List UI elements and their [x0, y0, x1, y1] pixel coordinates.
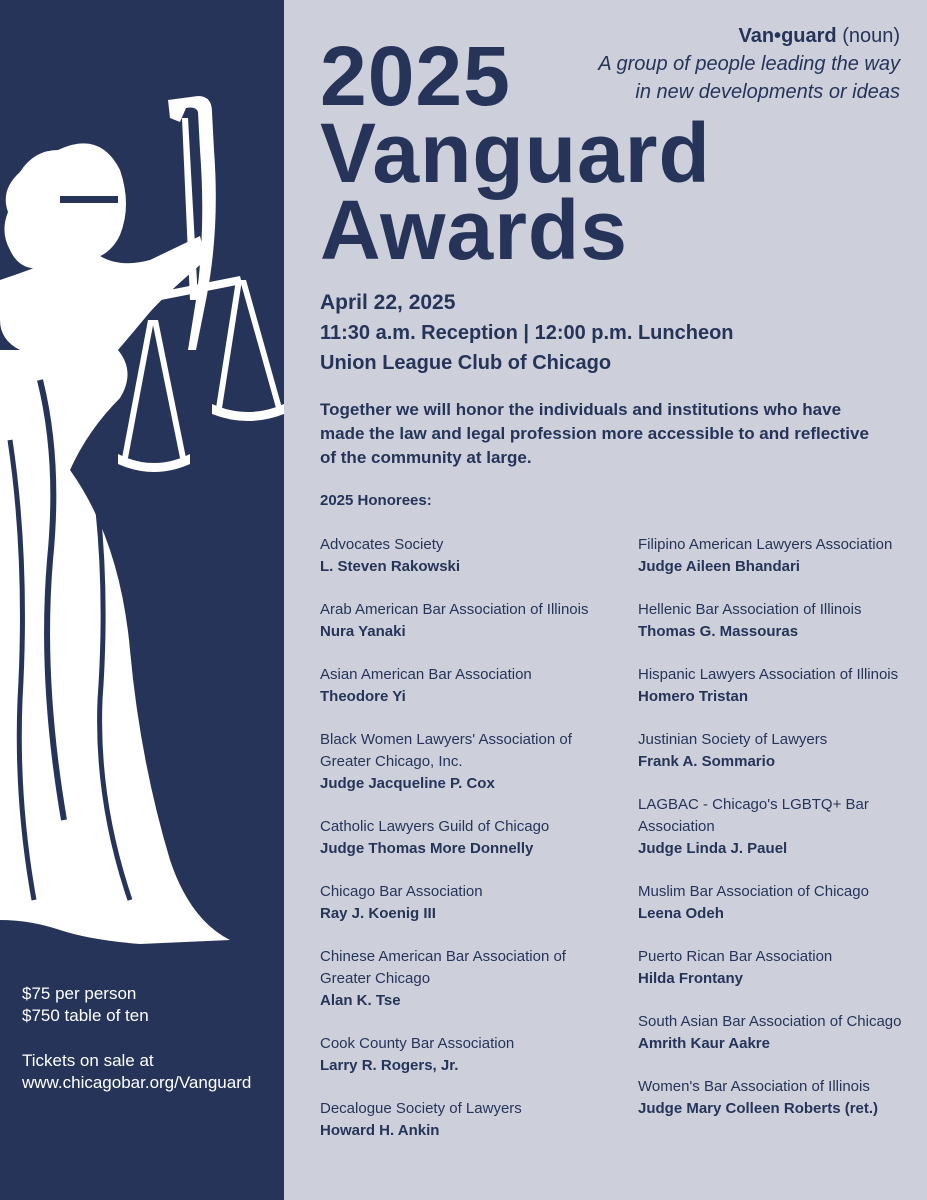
list-item: [320, 664, 620, 708]
honoree-org: Decalogue Society of Lawyers: [320, 1100, 522, 1117]
honoree-name: Larry R. Rogers, Jr.: [320, 1057, 459, 1074]
honoree-name: Homero Tristan: [638, 688, 749, 705]
list-item: [320, 599, 620, 643]
price-per-person: $75 per person: [22, 984, 137, 1003]
honoree-org: Puerto Rican Bar Association: [638, 948, 833, 965]
honoree-name: Alan K. Tse: [320, 992, 401, 1009]
honorees-list-right: [638, 534, 927, 1141]
honoree-name: Judge Mary Colleen Roberts (ret.): [638, 1100, 879, 1117]
list-item: [638, 729, 927, 773]
honoree-name: Amrith Kaur Aakre: [638, 1035, 770, 1052]
honoree-org: Cook County Bar Association: [320, 1035, 515, 1052]
honoree-org: Filipino American Lawyers Association: [638, 536, 893, 553]
honoree-name: Judge Aileen Bhandari: [638, 558, 800, 575]
event-date: April 22, 2025: [320, 291, 456, 314]
title-year: 2025: [320, 29, 511, 123]
honoree-name: L. Steven Rakowski: [320, 558, 461, 575]
definition-meaning-line1: A group of people leading the way: [598, 53, 900, 75]
list-item: [320, 1033, 620, 1077]
honoree-name: Judge Linda J. Pauel: [638, 840, 788, 857]
honoree-org: Muslim Bar Association of Chicago: [638, 883, 869, 900]
honorees-list-left: [320, 534, 620, 1163]
honoree-org: Chicago Bar Association: [320, 883, 483, 900]
honoree-name: Judge Thomas More Donnelly: [320, 840, 534, 857]
ticket-info: [22, 983, 251, 1094]
tickets-sale-label: Tickets on sale at: [22, 1051, 154, 1070]
lady-justice-icon: [0, 0, 284, 960]
list-item: [638, 534, 927, 578]
list-item: [320, 816, 620, 860]
honoree-name: Ray J. Koenig III: [320, 905, 436, 922]
event-venue: Union League Club of Chicago: [320, 352, 612, 374]
honoree-org: Asian American Bar Association: [320, 666, 532, 683]
honoree-org: LAGBAC - Chicago's LGBTQ+ Bar Association: [638, 796, 869, 835]
event-details: [320, 288, 734, 378]
honoree-org: Justinian Society of Lawyers: [638, 731, 828, 748]
honoree-org: Advocates Society: [320, 536, 444, 553]
page-title: [320, 29, 711, 277]
sidebar-panel: [0, 0, 284, 1200]
honoree-name: Howard H. Ankin: [320, 1122, 440, 1139]
tickets-url-link[interactable]: www.chicagobar.org/Vanguard: [22, 1073, 252, 1092]
honoree-org: Arab American Bar Association of Illinois: [320, 601, 589, 618]
list-item: [638, 881, 927, 925]
honoree-name: Thomas G. Massouras: [638, 623, 799, 640]
main-content: [284, 0, 927, 1200]
honoree-name: Leena Odeh: [638, 905, 724, 922]
title-vanguard: Vanguard: [320, 106, 711, 200]
list-item: [320, 729, 620, 795]
list-item: [320, 1098, 620, 1142]
list-item: [638, 599, 927, 643]
list-item: [638, 1076, 927, 1120]
honoree-name: Nura Yanaki: [320, 623, 406, 640]
honoree-org: Hellenic Bar Association of Illinois: [638, 601, 862, 618]
definition-term: Van•guard: [738, 25, 837, 47]
honoree-name: Judge Jacqueline P. Cox: [320, 775, 495, 792]
honoree-org: Women's Bar Association of Illinois: [638, 1078, 870, 1095]
honoree-org: Hispanic Lawyers Association of Illinois: [638, 666, 899, 683]
list-item: [638, 946, 927, 990]
honoree-name: Hilda Frontany: [638, 970, 744, 987]
event-time: 11:30 a.m. Reception | 12:00 p.m. Luncheon: [320, 322, 734, 344]
honorees-heading: 2025 Honorees:: [320, 492, 432, 509]
honoree-org: Catholic Lawyers Guild of Chicago: [320, 818, 550, 835]
list-item: [638, 794, 927, 860]
definition-meaning-line2: in new developments or ideas: [635, 81, 900, 103]
list-item: [638, 664, 927, 708]
list-item: [320, 946, 620, 1012]
intro-text: Together we will honor the individuals and institutions who have made the law and legal profession more accessible to and reflective of the community at large.: [320, 400, 869, 467]
price-table: $750 table of ten: [22, 1006, 149, 1025]
honoree-org: Black Women Lawyers' Association of Greater Chicago, Inc.: [320, 731, 572, 770]
definition-pos: (noun): [842, 25, 900, 47]
title-awards: Awards: [320, 183, 628, 277]
list-item: [320, 881, 620, 925]
list-item: [638, 1011, 927, 1055]
honoree-org: South Asian Bar Association of Chicago: [638, 1013, 902, 1030]
list-item: [320, 534, 620, 578]
honoree-name: Frank A. Sommario: [638, 753, 775, 770]
honoree-org: Chinese American Bar Association of Greater Chicago: [320, 948, 566, 987]
honoree-name: Theodore Yi: [320, 688, 406, 705]
